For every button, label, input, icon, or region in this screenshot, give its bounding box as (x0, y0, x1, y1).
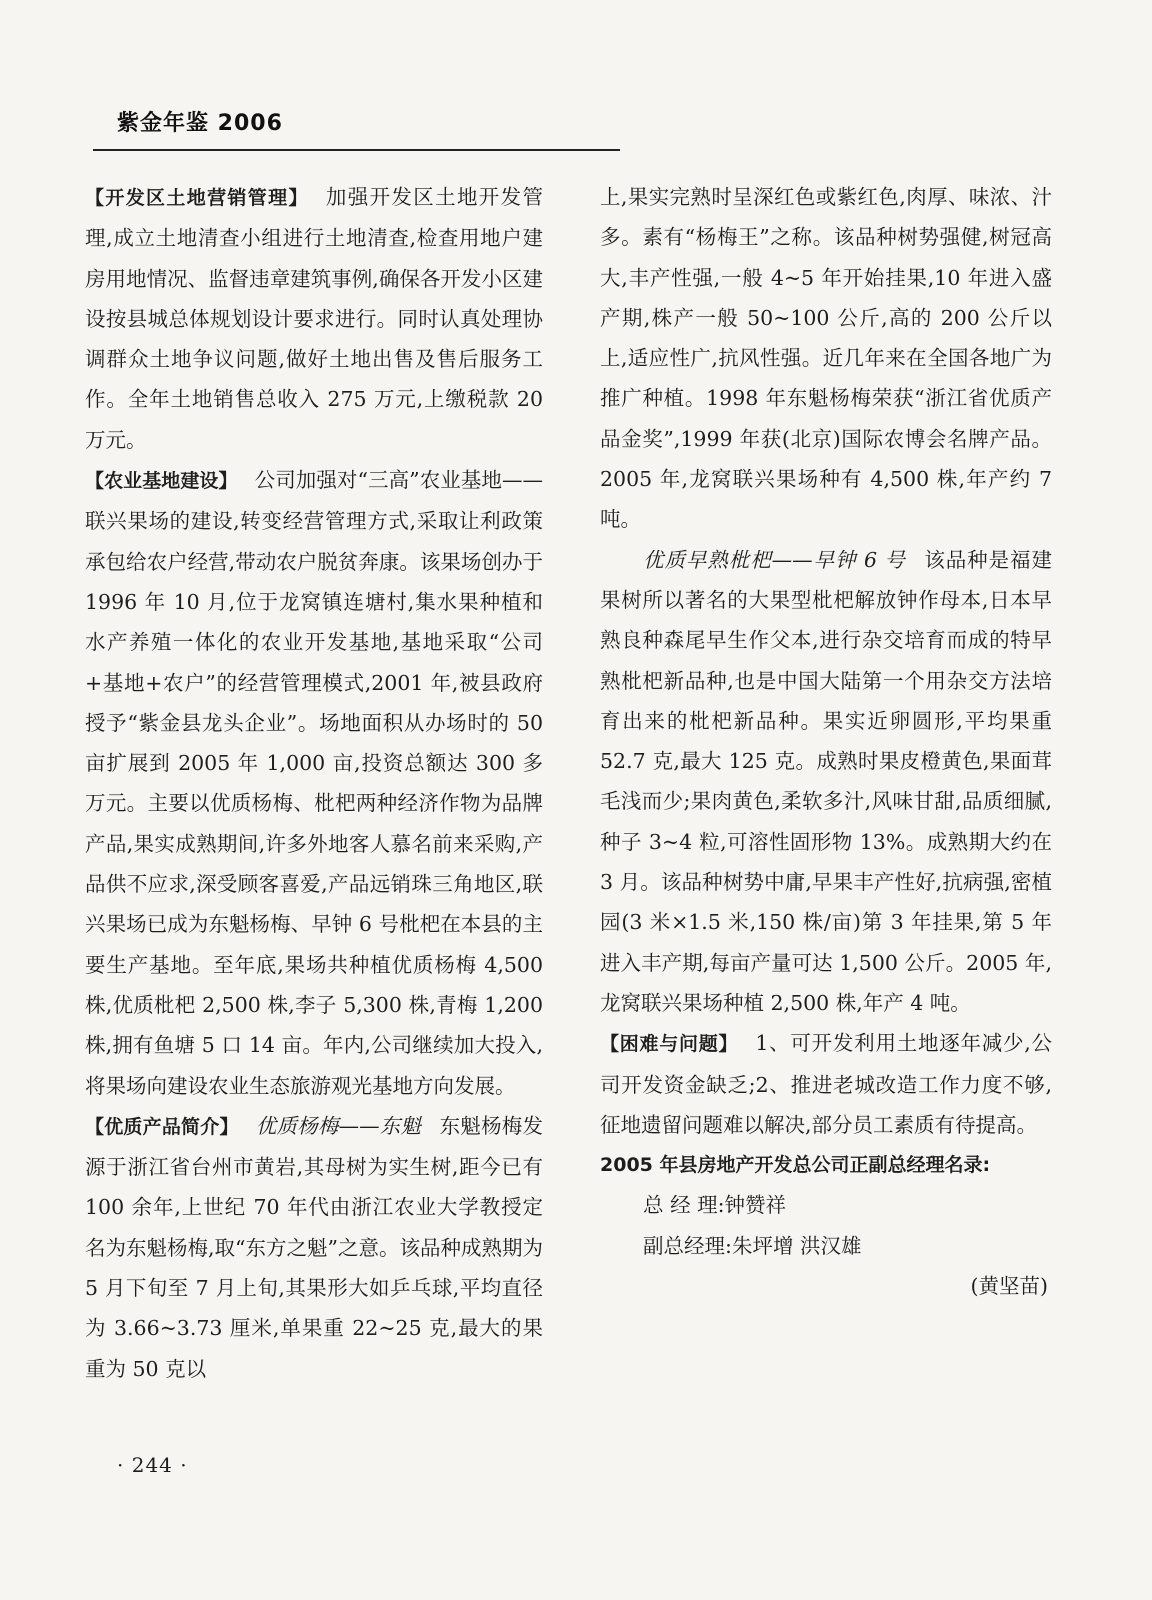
section-difficulties (600, 1023, 1052, 1145)
paragraph-loquat (600, 540, 1052, 1024)
section-product-intro (85, 1106, 543, 1389)
subheading: 优质杨梅——东魁 (255, 1113, 422, 1138)
left-column (85, 177, 543, 1389)
right-column (600, 177, 1052, 1306)
section-heading: 【困难与问题】 (600, 1033, 739, 1056)
header-rule (93, 149, 620, 151)
section-body: 加强开发区土地开发管理,成立土地清查小组进行土地清查,检查用地户建房用地情况、监督违章建筑事例,确保各开发小区建设按县城总体规划设计要求进行。同时认真处理协调群众土地争议问题,做好土地出售及售后服务工作。全年土地销售总收入 275 万元,上缴税款 20 万元。 (85, 185, 543, 452)
directory-title: 2005 年县房地产开发总公司正副总经理名录: (600, 1154, 991, 1177)
running-header: 紫金年鉴 2006 (117, 111, 283, 136)
directory-vgm: 副总经理:朱坪增 洪汉雄 (643, 1233, 862, 1258)
section-body: 东魁杨梅发源于浙江省台州市黄岩,其母树为实生树,距今已有 100 余年,上世纪 70 年代由浙江农业大学教授定名为东魁杨梅,取“东方之魁”之意。该品种成熟期为 5 月下旬至 7 月上旬,其果形大如乒乓球,平均直径为 3.66~3.73 厘米,单果重 22~25 克,最大的果重为 50 克以 (85, 1113, 544, 1381)
section-heading: 【农业基地建设】 (85, 470, 238, 493)
section-body: 该品种是福建果树所以著名的大果型枇杷解放钟作母本,日本早熟良种森尾早生作父本,进行杂交培育而成的特早熟枇杷新品种,也是中国大陆第一个用杂交方法培育出来的枇杷新品种。果实近卵圆形,平均果重 52.7 克,最大 125 克。成熟时果皮橙黄色,果面茸毛浅而少;果肉黄色,柔软多汁,风味甘甜,品质细腻,种子 3~4 粒,可溶性固形物 13%。成熟期大约在 3 月。该品种树势中庸,早果丰产性好,抗病强,密植园(3 米×1.5 米,150 株/亩)第 3 年挂果,第 5 年进入丰产期,每亩产量可达 1,500 公斤。2005 年,龙窝联兴果场种植 2,500 株,年产 4 吨。 (600, 547, 1052, 1015)
section-body: 1、可开发利用土地逐年减少,公司开发资金缺乏;2、推进老城改造工作力度不够,征地遗留问题难以解决,部分员工素质有待提高。 (600, 1031, 1052, 1137)
directory-gm: 总 经 理:钟赞祥 (643, 1193, 786, 1218)
author-credit: (黄坚苗) (970, 1274, 1048, 1299)
page-number: · 244 · (117, 1453, 188, 1477)
subheading: 优质早熟枇杷——早钟 6 号 (643, 547, 906, 572)
section-agri-base (85, 460, 543, 1106)
section-heading: 【优质产品简介】 (85, 1115, 239, 1138)
section-heading: 【开发区土地营销管理】 (85, 187, 309, 209)
section-land-marketing (85, 177, 543, 460)
paragraph-continued: 上,果实完熟时呈深红色或紫红色,肉厚、味浓、汁多。素有“杨梅王”之称。该品种树势强健,树冠高大,丰产性强,一般 4~5 年开始挂果,10 年进入盛产期,株产一般 50~100 公斤,高的 200 公斤以上,适应性广,抗风性强。近几年来在全国各地广为推广种植。1998 年东魁杨梅荣获“浙江省优质产品金奖”,1999 年获(北京)国际农博会名牌产品。2005 年,龙窝联兴果场种有 4,500 株,年产约 7 吨。 (600, 185, 1052, 532)
section-body: 公司加强对“三高”农业基地——联兴果场的建设,转变经营管理方式,采取让利政策承包给农户经营,带动农户脱贫奔康。该果场创办于 1996 年 10 月,位于龙窝镇连塘村,集水果种植和水产养殖一体化的农业开发基地,基地采取“公司+基地+农户”的经营管理模式,2001 年,被县政府授予“紫金县龙头企业”。场地面积从办场时的 50 亩扩展到 2005 年 1,000 亩,投资总额达 300 多万元。主要以优质杨梅、枇杷两种经济作物为品牌产品,果实成熟期间,许多外地客人慕名前来采购,产品供不应求,深受顾客喜爱,产品远销珠三角地区,联兴果场已成为东魁杨梅、早钟 6 号枇杷在本县的主要生产基地。至年底,果场共种植优质杨梅 4,500 株,优质枇杷 2,500 株,李子 5,300 株,青梅 1,200 株,拥有鱼塘 5 口 14 亩。年内,公司继续加大投入,将果场向建设农业生态旅游观光基地方向发展。 (85, 468, 543, 1098)
